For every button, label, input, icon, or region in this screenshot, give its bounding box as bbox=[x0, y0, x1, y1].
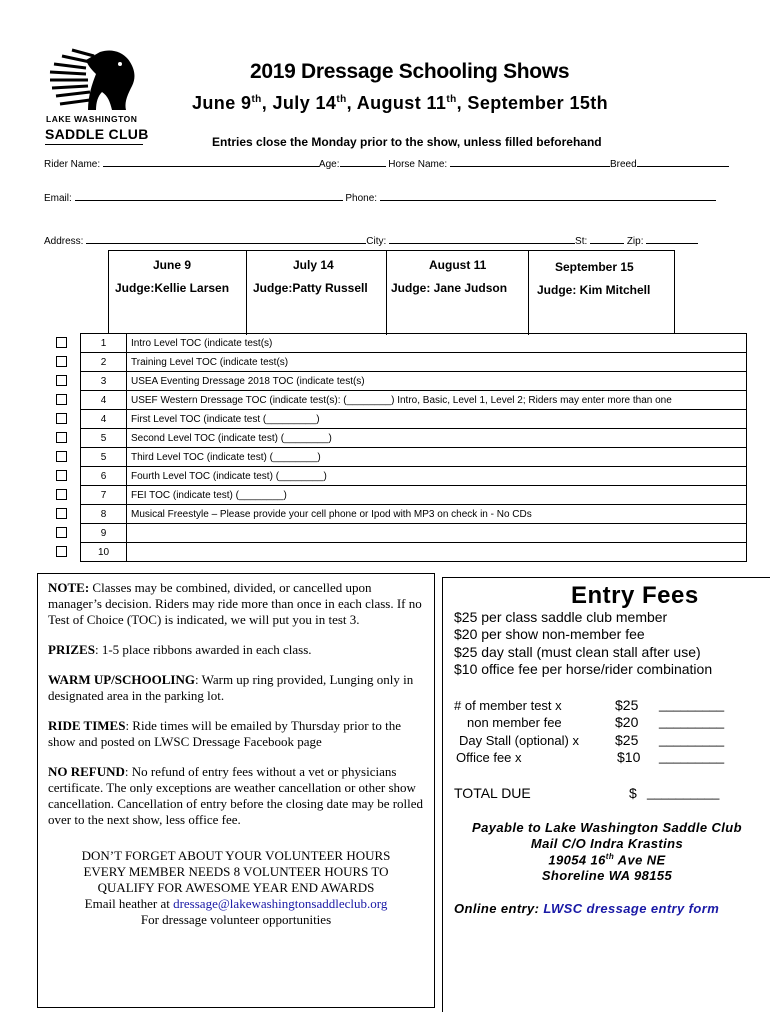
address-row bbox=[44, 234, 698, 247]
class-table bbox=[42, 333, 747, 562]
date-suffix: th bbox=[446, 94, 457, 105]
office-fee-label: Office fee x bbox=[456, 750, 522, 765]
class-description: USEF Western Dressage TOC (indicate test(s): (________) Intro, Basic, Level 1, Level 2; Riders may enter more than one bbox=[127, 391, 747, 410]
class-row bbox=[42, 505, 747, 524]
refund-text: : No refund of entry fees without a vet or physicians certificate. The only exceptions are weather cancellation or other show cancellation. Cancellation of entry before the closing date may be rolled over to the next show, less office fee. bbox=[48, 764, 424, 827]
non-member-blank[interactable]: _________ bbox=[659, 714, 725, 729]
class-description: First Level TOC (indicate test (_________) bbox=[127, 410, 747, 429]
horse-name-label: Horse Name: bbox=[388, 159, 448, 170]
rider-name-field[interactable] bbox=[103, 157, 319, 167]
volunteer-line-1: DON’T FORGET ABOUT YOUR VOLUNTEER HOURS bbox=[81, 848, 391, 863]
class-checkbox-cell bbox=[42, 448, 81, 467]
class-description: Intro Level TOC (indicate test(s) bbox=[127, 334, 747, 353]
class-row bbox=[42, 334, 747, 353]
volunteer-line-3: QUALIFY FOR AWESOME YEAR END AWARDS bbox=[97, 880, 375, 895]
rider-name-label: Rider Name: bbox=[44, 159, 101, 170]
non-member-label: non member fee bbox=[467, 715, 562, 730]
page-title: 2019 Dressage Schooling Shows bbox=[250, 60, 570, 83]
judge-col-june bbox=[109, 251, 247, 335]
date-august: , August 11 bbox=[346, 93, 447, 113]
class-checkbox-cell bbox=[42, 486, 81, 505]
class-number: 7 bbox=[81, 486, 127, 505]
mail-city: Shoreline WA 98155 bbox=[541, 868, 673, 883]
date-suffix: th bbox=[251, 94, 262, 105]
total-due-label: TOTAL DUE bbox=[454, 785, 531, 801]
class-description: Second Level TOC (indicate test) (________) bbox=[127, 429, 747, 448]
notes-box bbox=[37, 573, 435, 1008]
fee-line: $10 office fee per horse/rider combination bbox=[454, 661, 713, 677]
class-description: FEI TOC (indicate test) (________) bbox=[127, 486, 747, 505]
fee-line: $20 per show non-member fee bbox=[454, 626, 645, 642]
warmup-text: : Warm up ring provided, Lunging only in designated area in the parking lot. bbox=[48, 672, 414, 703]
date-suffix: th bbox=[336, 94, 347, 105]
class-checkbox[interactable] bbox=[56, 451, 67, 462]
logo-underline bbox=[45, 144, 143, 145]
class-number: 4 bbox=[81, 410, 127, 429]
street-name: Ave NE bbox=[614, 852, 666, 868]
phone-label: Phone: bbox=[345, 193, 378, 204]
judges-grid bbox=[108, 250, 675, 334]
class-number: 8 bbox=[81, 505, 127, 524]
volunteer-line-5: For dressage volunteer opportunities bbox=[140, 912, 332, 927]
judge-date: June 9 bbox=[153, 258, 192, 272]
online-entry-label: Online entry: bbox=[454, 901, 544, 916]
class-description: Fourth Level TOC (indicate test) (________) bbox=[127, 467, 747, 486]
age-label: Age: bbox=[318, 159, 340, 170]
class-row bbox=[42, 372, 747, 391]
prizes-paragraph bbox=[48, 642, 424, 658]
prizes-label: PRIZES bbox=[48, 642, 95, 657]
online-entry-line bbox=[454, 901, 719, 916]
class-checkbox[interactable] bbox=[56, 508, 67, 519]
volunteer-email-prefix: Email heather at bbox=[84, 896, 174, 911]
class-number: 2 bbox=[81, 353, 127, 372]
volunteer-line-2: EVERY MEMBER NEEDS 8 VOLUNTEER HOURS TO bbox=[83, 864, 389, 879]
email-field[interactable] bbox=[75, 191, 343, 201]
class-checkbox[interactable] bbox=[56, 413, 67, 424]
class-checkbox[interactable] bbox=[56, 470, 67, 481]
class-checkbox[interactable] bbox=[56, 546, 67, 557]
show-dates bbox=[192, 93, 608, 114]
class-checkbox-cell bbox=[42, 391, 81, 410]
class-row bbox=[42, 543, 747, 562]
age-field[interactable] bbox=[340, 157, 386, 167]
class-checkbox[interactable] bbox=[56, 356, 67, 367]
class-description: Training Level TOC (indicate test(s) bbox=[127, 353, 747, 372]
fee-line: $25 per class saddle club member bbox=[454, 609, 668, 625]
volunteer-email-link[interactable]: dressage@lakewashingtonsaddleclub.org bbox=[173, 896, 388, 911]
class-number: 5 bbox=[81, 448, 127, 467]
judge-date: July 14 bbox=[293, 258, 334, 272]
class-row bbox=[42, 467, 747, 486]
class-description bbox=[127, 524, 747, 543]
member-test-blank[interactable]: _________ bbox=[659, 697, 725, 712]
online-entry-link[interactable]: LWSC dressage entry form bbox=[543, 901, 720, 916]
refund-paragraph bbox=[48, 764, 424, 828]
entries-close-note: Entries close the Monday prior to the show, unless filled beforehand bbox=[212, 135, 602, 149]
date-july: , July 14 bbox=[261, 93, 337, 113]
city-label: City: bbox=[366, 236, 387, 247]
class-row bbox=[42, 353, 747, 372]
class-number: 5 bbox=[81, 429, 127, 448]
office-fee-price: $10 bbox=[617, 749, 641, 765]
refund-label: NO REFUND bbox=[48, 764, 125, 779]
class-checkbox[interactable] bbox=[56, 432, 67, 443]
class-checkbox[interactable] bbox=[56, 394, 67, 405]
state-label: St: bbox=[575, 236, 588, 247]
judge-name: Judge: Jane Judson bbox=[391, 281, 508, 295]
judge-col-july bbox=[247, 251, 387, 335]
rider-row bbox=[44, 157, 729, 170]
class-number: 10 bbox=[81, 543, 127, 562]
class-description bbox=[127, 543, 747, 562]
date-june: June 9 bbox=[192, 93, 252, 113]
class-number: 6 bbox=[81, 467, 127, 486]
street-number: 19054 16 bbox=[548, 852, 606, 868]
volunteer-email-line bbox=[48, 896, 424, 912]
ride-times-label: RIDE TIMES bbox=[48, 718, 126, 733]
class-checkbox[interactable] bbox=[56, 375, 67, 386]
day-stall-blank[interactable]: _________ bbox=[659, 732, 725, 747]
payable-to: Payable to Lake Washington Saddle Club bbox=[472, 820, 742, 835]
total-due-blank[interactable]: __________ bbox=[647, 785, 720, 800]
class-number: 3 bbox=[81, 372, 127, 391]
class-checkbox-cell bbox=[42, 524, 81, 543]
zip-label: Zip: bbox=[626, 236, 644, 247]
class-number: 4 bbox=[81, 391, 127, 410]
class-row bbox=[42, 524, 747, 543]
member-test-price: $25 bbox=[615, 697, 639, 713]
class-description: USEA Eventing Dressage 2018 TOC (indicate test(s) bbox=[127, 372, 747, 391]
mail-care-of: Mail C/O Indra Krastins bbox=[530, 836, 684, 851]
member-test-label: # of member test x bbox=[454, 698, 562, 713]
fee-line: $25 day stall (must clean stall after use) bbox=[454, 644, 701, 660]
day-stall-price: $25 bbox=[615, 732, 639, 748]
breed-field[interactable] bbox=[637, 157, 729, 167]
warmup-label: WARM UP/SCHOOLING bbox=[48, 672, 195, 687]
note-text: Classes may be combined, divided, or cancelled upon manager’s decision. Riders may ride more than once in each class. If no Test of Choice (TOC) is indicated, we will put you in test 3. bbox=[48, 580, 422, 627]
class-checkbox-cell bbox=[42, 505, 81, 524]
city-field[interactable] bbox=[389, 234, 575, 244]
class-checkbox-cell bbox=[42, 372, 81, 391]
prizes-text: : 1-5 place ribbons awarded in each class. bbox=[94, 642, 312, 657]
class-checkbox[interactable] bbox=[56, 489, 67, 500]
street-suffix: th bbox=[605, 852, 615, 861]
zip-field[interactable] bbox=[646, 234, 698, 244]
breed-label: Breed bbox=[609, 159, 637, 170]
ride-times-paragraph bbox=[48, 718, 424, 750]
class-checkbox-cell bbox=[42, 429, 81, 448]
class-description: Third Level TOC (indicate test) (________) bbox=[127, 448, 747, 467]
class-row bbox=[42, 448, 747, 467]
judge-date: August 11 bbox=[429, 258, 487, 272]
class-checkbox-cell bbox=[42, 467, 81, 486]
state-field[interactable] bbox=[590, 234, 624, 244]
entry-fees-title: Entry Fees bbox=[571, 582, 699, 609]
judge-name: Judge: Kim Mitchell bbox=[537, 283, 651, 297]
judge-name: Judge:Kellie Larsen bbox=[115, 281, 230, 295]
class-number: 1 bbox=[81, 334, 127, 353]
note-paragraph bbox=[48, 580, 424, 628]
address-field[interactable] bbox=[86, 234, 366, 244]
judge-col-september bbox=[529, 251, 675, 335]
non-member-price: $20 bbox=[615, 714, 639, 730]
phone-field[interactable] bbox=[380, 191, 716, 201]
ride-times-text: : Ride times will be emailed by Thursday prior to the show and posted on LWSC Dressage Facebook page bbox=[48, 718, 402, 749]
class-description: Musical Freestyle – Please provide your cell phone or Ipod with MP3 on check in - No CDs bbox=[127, 505, 747, 524]
note-label: NOTE: bbox=[48, 580, 90, 595]
class-row bbox=[42, 429, 747, 448]
judge-name: Judge:Patty Russell bbox=[253, 281, 368, 295]
warmup-paragraph bbox=[48, 672, 424, 704]
judge-date: September 15 bbox=[555, 260, 634, 274]
class-number: 9 bbox=[81, 524, 127, 543]
horse-head-logo-icon bbox=[40, 44, 140, 114]
class-checkbox[interactable] bbox=[56, 337, 67, 348]
total-currency: $ bbox=[629, 785, 637, 801]
email-row bbox=[44, 191, 716, 204]
mail-street bbox=[454, 852, 760, 867]
horse-name-field[interactable] bbox=[450, 157, 610, 167]
club-logo bbox=[40, 44, 150, 154]
date-september: , September 15th bbox=[456, 93, 609, 113]
day-stall-label: Day Stall (optional) x bbox=[459, 733, 579, 748]
class-row bbox=[42, 486, 747, 505]
class-checkbox-cell bbox=[42, 543, 81, 562]
class-row bbox=[42, 410, 747, 429]
class-checkbox-cell bbox=[42, 353, 81, 372]
logo-text-top: LAKE WASHINGTON bbox=[46, 114, 138, 124]
address-label: Address: bbox=[44, 236, 84, 247]
logo-text-bottom: SADDLE CLUB bbox=[45, 126, 149, 142]
class-checkbox[interactable] bbox=[56, 527, 67, 538]
email-label: Email: bbox=[44, 193, 72, 204]
entry-fees-panel bbox=[442, 577, 770, 1012]
class-checkbox-cell bbox=[42, 410, 81, 429]
office-fee-blank[interactable]: _________ bbox=[659, 749, 725, 764]
class-row bbox=[42, 391, 747, 410]
class-checkbox-cell bbox=[42, 334, 81, 353]
judge-col-august bbox=[387, 251, 529, 335]
